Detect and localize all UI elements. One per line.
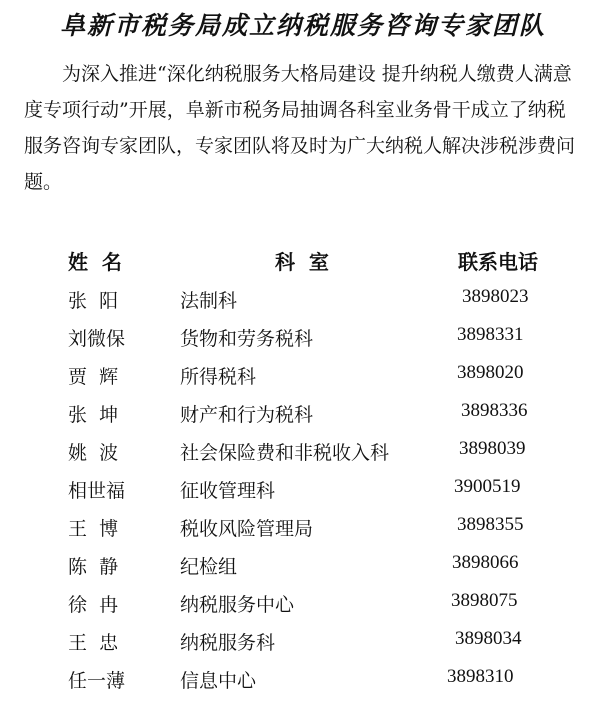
row-dept: 税收风险管理局 <box>180 518 314 540</box>
table-row <box>0 324 606 354</box>
table-row <box>0 400 606 430</box>
row-dept: 纪检组 <box>180 556 238 578</box>
row-name: 张 阳 <box>68 290 119 312</box>
row-name: 张 坤 <box>68 404 119 426</box>
table-row <box>0 628 606 658</box>
row-name: 相世福 <box>68 480 126 502</box>
row-name: 徐 冉 <box>68 594 119 616</box>
row-phone: 3898075 <box>451 590 518 611</box>
row-name: 任一薄 <box>68 670 126 692</box>
table-row <box>0 476 606 506</box>
header-dept: 科 室 <box>275 250 329 274</box>
row-dept: 社会保险费和非税收入科 <box>180 442 390 464</box>
row-phone: 3900519 <box>454 476 521 497</box>
table-row <box>0 438 606 468</box>
row-dept: 财产和行为税科 <box>180 404 314 426</box>
document-title: 阜新市税务局成立纳税服务咨询专家团队 <box>59 11 546 40</box>
row-phone: 3898039 <box>459 438 526 459</box>
table-row <box>0 552 606 582</box>
row-dept: 信息中心 <box>180 670 257 692</box>
header-name: 姓 名 <box>68 250 122 274</box>
table-header <box>0 246 606 276</box>
table-row <box>0 286 606 316</box>
row-dept: 征收管理科 <box>180 480 276 502</box>
row-phone: 3898020 <box>457 362 524 383</box>
row-phone: 3898331 <box>457 324 524 345</box>
intro-paragraph: 为深入推进“深化纳税服务大格局建设 提升纳税人缴费人满意度专项行动”开展，阜新市税务局抽调各科室业务骨干成立了纳税服务咨询专家团队，专家团队将及时为广大纳税人解决涉税涉费问题。 <box>24 63 576 193</box>
row-phone: 3898310 <box>447 666 514 687</box>
row-phone: 3898023 <box>462 286 529 307</box>
row-dept: 货物和劳务税科 <box>180 328 314 350</box>
table-row <box>0 514 606 544</box>
row-name: 姚 波 <box>68 442 119 464</box>
header-phone: 联系电话 <box>458 250 538 274</box>
table-row <box>0 666 606 696</box>
row-name: 陈 静 <box>68 556 119 578</box>
row-name: 刘微保 <box>68 328 126 350</box>
row-dept: 所得税科 <box>180 366 257 388</box>
row-dept: 纳税服务科 <box>180 632 276 654</box>
row-phone: 3898034 <box>455 628 522 649</box>
row-name: 王 忠 <box>68 632 119 654</box>
row-phone: 3898355 <box>457 514 524 535</box>
table-row <box>0 590 606 620</box>
table-row <box>0 362 606 392</box>
row-phone: 3898066 <box>452 552 519 573</box>
row-name: 贾 辉 <box>68 366 119 388</box>
row-phone: 3898336 <box>461 400 528 421</box>
row-dept: 法制科 <box>180 290 238 312</box>
row-name: 王 博 <box>68 518 119 540</box>
row-dept: 纳税服务中心 <box>180 594 295 616</box>
